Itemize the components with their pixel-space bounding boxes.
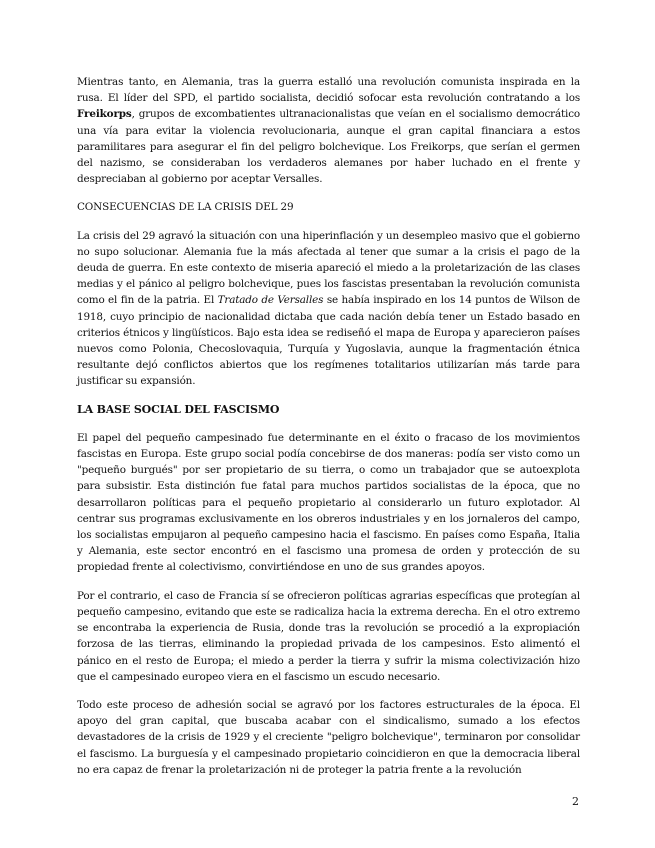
paragraph-text: se había inspirado en los 14 puntos de Wilson de 1918, cuyo principio de nacionalidad dictaba que cada nación debía tener un Estado basado en criterios étnicos y lingüísticos. Bajo esta idea se rediseñó el mapa de Europa y aparecieron países nuevos como Polonia, Checoslovaquia, Turquía y Yugoslavia, aunque la fragmentación étnica resultante dejó conflictos abiertos que los regímenes totalitarios utilizarían más tarde para justificar su expansión.: [77, 294, 580, 388]
paragraph-adhesion-social: Todo este proceso de adhesión social se agravó por los factores estructurales de la época. El apoyo del gran capital, que buscaba acabar con el sindicalismo, sumado a los efectos devastadores de la crisis de 1929 y el creciente "peligro bolchevique", terminaron por consolidar el fascismo. La burguesía y el campesinado propietario coincidieron en que la democracia liberal no era capaz de frenar la proletarización ni de proteger la patria frente a la revolución: [77, 698, 580, 776]
paragraph-campesinado: El papel del pequeño campesinado fue determinante en el éxito o fracaso de los movimientos fascistas en Europa. Este grupo social podía concebirse de dos maneras: podía ser visto como un "pequeño burgués" por ser propietario de su tierra, o como un trabajador que se autoexplota para subsistir. Esta distinción fue fatal para muchos partidos socialistas de la época, que no desarrollaron políticas para el pequeño propietario al considerarlo un futuro explotador. Al centrar sus programas exclusivamente en los obreros industriales y en los jornaleros del campo, los socialistas empujaron al pequeño campesino hacia el fascismo. En países como España, Italia y Alemania, este sector encontró en el fascismo una promesa de orden y protección de su propiedad frente al colectivismo, convirtiéndose en uno de sus grandes apoyos.: [77, 431, 580, 574]
paragraph-text: Mientras tanto, en Alemania, tras la guerra estalló una revolución comunista inspirada en la rusa. El líder del SPD, el partido socialista, decidió sofocar esta revolución contratando a los: [77, 76, 580, 105]
section-heading-base-social: LA BASE SOCIAL DEL FASCISMO: [77, 402, 280, 416]
paragraph-text: , grupos de excombatientes ultranacionalistas que veían en el socialismo democrático una vía para evitar la violencia revolucionaria, aunque el gran capital financiara a estos paramilitares para asegurar el fin del peligro bolchevique. Los Freikorps, que serían el germen del nazismo, se consideraban los verdaderos alemanes por haber luchado en el frente y despreciaban al gobierno por aceptar Versalles.: [77, 108, 580, 186]
paragraph-crisis-29: [77, 228, 580, 390]
page-number: 2: [572, 795, 579, 808]
tratado-versalles-italic: Tratado de Versalles: [217, 294, 324, 307]
paragraph-freikorps: [77, 74, 580, 187]
freikorps-bold-term: Freikorps: [77, 108, 132, 121]
paragraph-text: La crisis del 29 agravó la situación con una hiperinflación y un desempleo masivo que el gobierno no supo solucionar. Alemania fue la más afectada al tener que sumar a la crisis el pago de la deuda de guerra. En este contexto de miseria apareció el miedo a la proletarización de las clases medias y el pánico al peligro bolchevique, pues los fascistas presentaban la revolución comunista como el fin de la patria. El: [77, 229, 580, 307]
paragraph-francia-rusia: Por el contrario, el caso de Francia sí se ofrecieron políticas agrarias específicas que protegían al pequeño campesino, evitando que este se radicaliza hacia la extrema derecha. En el otro extremo se encontraba la experiencia de Rusia, donde tras la revolución se procedió a la expropiación forzosa de las tierras, eliminando la propiedad privada de los campesinos. Esto alimentó el pánico en el resto de Europa; el miedo a perder la tierra y sufrir la misma colectivización hizo que el campesinado europeo viera en el fascismo un escudo necesario.: [77, 589, 580, 683]
section-heading-consecuencias: CONSECUENCIAS DE LA CRISIS DEL 29: [77, 201, 294, 214]
page-body: [77, 74, 580, 790]
